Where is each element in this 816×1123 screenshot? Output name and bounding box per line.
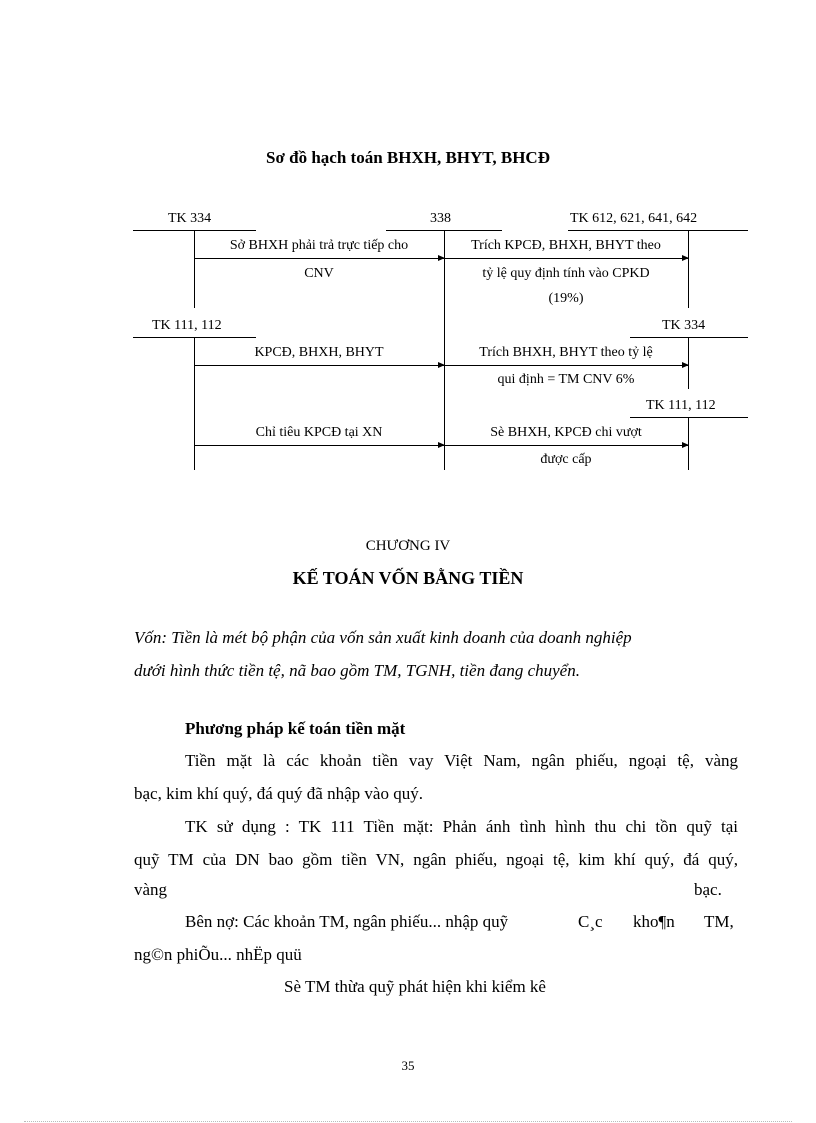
chapter-title: KẾ TOÁN VỐN BẰNG TIỀN: [292, 568, 524, 588]
t-account-vline-111: [194, 337, 195, 470]
paragraph-line: vàng: [134, 880, 168, 899]
account-338-label: 338: [430, 211, 451, 226]
intro-line: Vốn: Tiền là mét bộ phận của vốn sản xuất kinh doanh của doanh nghiệp: [134, 628, 632, 647]
flow-arrow: [194, 258, 444, 259]
flow-label: Trích BHXH, BHYT theo tỷ lệ: [479, 345, 653, 360]
paragraph-line: bạc.: [694, 880, 722, 899]
flow-arrow: [444, 445, 688, 446]
flow-label: Chỉ tiêu KPCĐ tại XN: [255, 425, 383, 440]
flow-arrow: [194, 445, 444, 446]
section-heading: Phương pháp kế toán tiền mặt: [185, 719, 406, 738]
diagram-title: Sơ đồ hạch toán BHXH, BHYT, BHCĐ: [266, 148, 550, 167]
t-account-line-334-right: [630, 337, 748, 338]
t-account-vline-334: [194, 230, 195, 308]
flow-label: qui định = TM CNV 6%: [497, 372, 635, 387]
account-tk334-label: TK 334: [168, 211, 212, 226]
t-account-vline-612: [688, 230, 689, 308]
flow-arrow: [444, 258, 688, 259]
paragraph-line: ng©n phiÕu... nhËp quü: [134, 945, 302, 964]
account-tk111-right-label: TK 111, 112: [646, 398, 716, 413]
t-account-line-612: [568, 230, 748, 231]
flow-label: Sè BHXH, KPCĐ chi vượt: [490, 425, 642, 440]
paragraph-line: Sè TM thừa quỹ phát hiện khi kiểm kê: [284, 977, 546, 996]
flow-arrow: [194, 365, 444, 366]
page-bottom-border: [24, 1121, 792, 1122]
paragraph-line: Bên nợ: Các khoản TM, ngân phiếu... nhập quỹ: [185, 912, 509, 931]
account-tk612-label: TK 612, 621, 641, 642: [570, 211, 698, 226]
account-tk111-label: TK 111, 112: [152, 318, 222, 333]
t-account-line-111-right: [630, 417, 748, 418]
account-tk334-right-label: TK 334: [662, 318, 706, 333]
paragraph-line: quỹ TM của DN bao gồm tiền VN, ngân phiếu, ngoại tệ, kim khí quý, đá quý,: [134, 850, 738, 869]
flow-arrow: [444, 365, 688, 366]
paragraph-line: Tiền mặt là các khoản tiền vay Việt Nam, ngân phiếu, ngoại tệ, vàng: [185, 751, 738, 770]
paragraph-line: bạc, kim khí quý, đá quý đã nhập vào quý.: [134, 784, 423, 803]
flow-label: CNV: [304, 266, 334, 281]
flow-label: Sở BHXH phải trả trực tiếp cho: [229, 238, 409, 253]
paragraph-line: TK sử dụng : TK 111 Tiền mặt: Phản ánh tình hình thu chi tồn quỹ tại: [185, 817, 738, 836]
chapter-number: CHƯƠNG IV: [365, 538, 451, 554]
flow-label: tỷ lệ quy định tính vào CPKD: [482, 266, 650, 281]
paragraph-word: kho¶n: [633, 912, 675, 931]
paragraph-word: TM,: [704, 912, 734, 931]
t-account-vline-338: [444, 230, 445, 470]
intro-line: dưới hình thức tiền tệ, nã bao gồm TM, TGNH, tiền đang chuyển.: [134, 661, 580, 680]
page-number: 35: [401, 1058, 415, 1073]
flow-label: KPCĐ, BHXH, BHYT: [254, 345, 384, 360]
flow-label: Trích KPCĐ, BHXH, BHYT theo: [471, 238, 661, 253]
paragraph-word: C¸c: [578, 912, 603, 931]
flow-label: (19%): [548, 291, 584, 306]
flow-label: được cấp: [540, 452, 592, 467]
